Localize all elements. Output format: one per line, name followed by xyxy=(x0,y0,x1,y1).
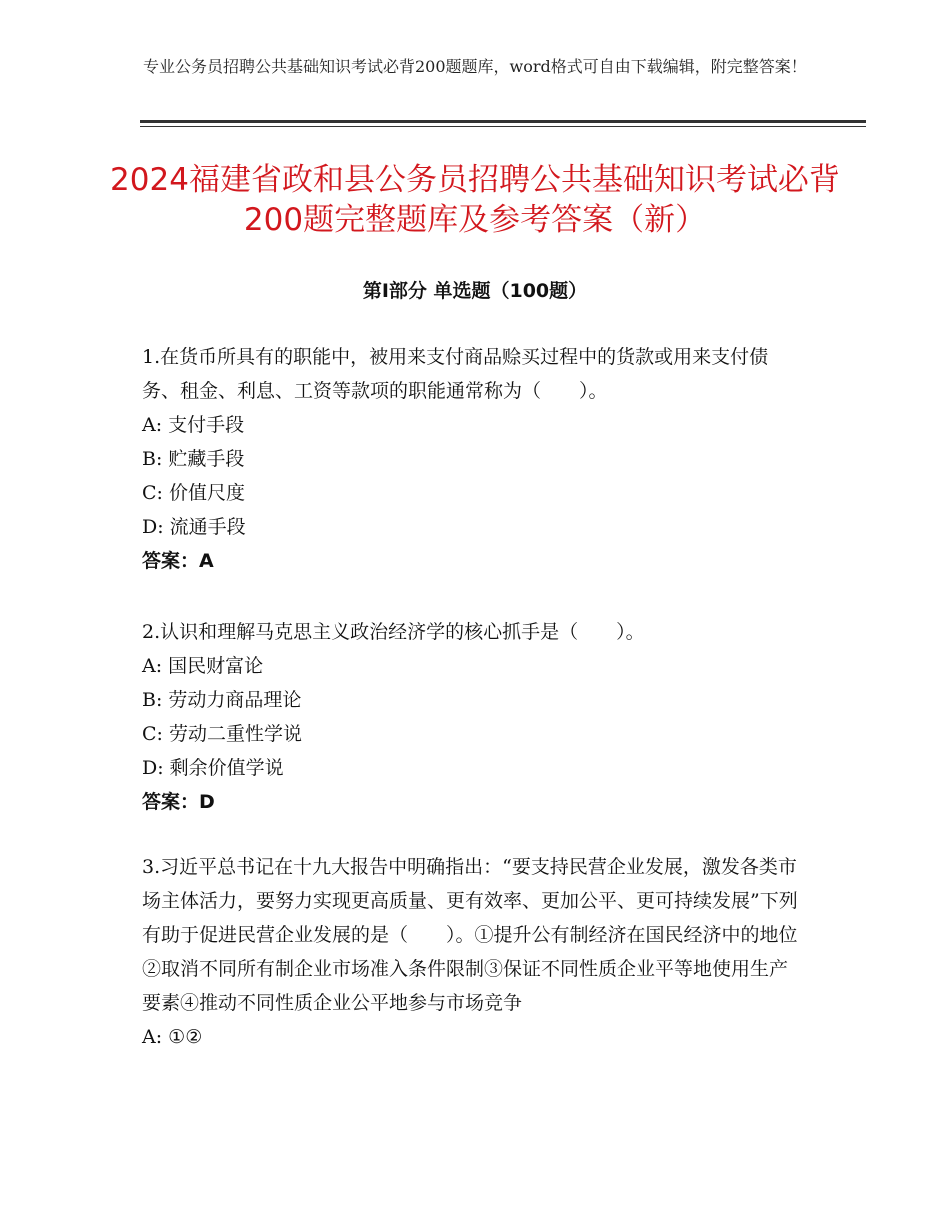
answer-label: 答案：D xyxy=(142,791,215,813)
question-2 xyxy=(142,615,802,819)
option-a: A: 国民财富论 xyxy=(142,655,264,677)
option-c: C: 价值尺度 xyxy=(142,482,245,504)
option-d: D: 流通手段 xyxy=(142,516,246,538)
option-b: B: 劳动力商品理论 xyxy=(142,689,302,711)
question-1 xyxy=(142,340,802,578)
header-note: 专业公务员招聘公共基础知识考试必背200题题库，word格式可自由下载编辑，附完整答案！ xyxy=(143,57,807,76)
question-stem: 2.认识和理解马克思主义政治经济学的核心抓手是（ ）。 xyxy=(142,621,645,643)
option-d: D: 剩余价值学说 xyxy=(142,757,284,779)
option-b: B: 贮藏手段 xyxy=(142,448,245,470)
header-rule-thin xyxy=(140,126,866,127)
option-a: A: 支付手段 xyxy=(142,414,245,436)
header-rule-thick xyxy=(140,120,866,123)
document-title: 2024福建省政和县公务员招聘公共基础知识考试必背200题完整题库及参考答案（新） xyxy=(110,162,840,238)
question-stem: 3.习近平总书记在十九大报告中明确指出：“要支持民营企业发展，激发各类市场主体活力，要努力实现更高质量、更有效率、更加公平、更可持续发展”下列有助于促进民营企业发展的是（ ）。①提升公有制经济在国民经济中的地位②取消不同所有制企业市场准入条件限制③保证不同性质企业平等地使用生产要素④推动不同性质企业公平地参与市场竞争 xyxy=(142,856,798,1014)
answer-label: 答案：A xyxy=(142,550,214,572)
option-c: C: 劳动二重性学说 xyxy=(142,723,302,745)
question-3 xyxy=(142,850,802,1054)
option-a: A: ①② xyxy=(142,1026,203,1048)
section-heading: 第Ⅰ部分 单选题（100题） xyxy=(362,280,588,302)
question-stem: 1.在货币所具有的职能中，被用来支付商品赊买过程中的货款或用来支付债务、租金、利息、工资等款项的职能通常称为（ ）。 xyxy=(142,346,769,402)
